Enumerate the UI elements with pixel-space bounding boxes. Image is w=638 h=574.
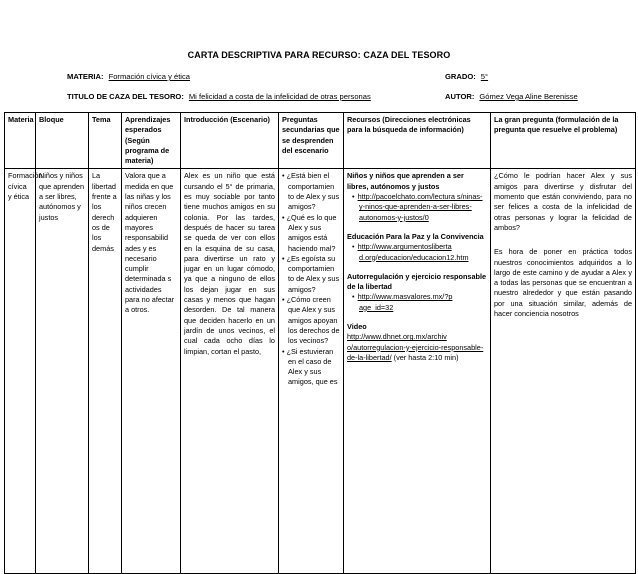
question-item: • ¿Cómo creen que Alex y sus amigos apoyan los derechos de los vecinos? bbox=[282, 295, 340, 346]
header-introduccion: Introducción (Escenario) bbox=[181, 113, 279, 169]
header-recursos: Recursos (Direcciones electrónicas para la búsqueda de información) bbox=[344, 113, 491, 169]
question-item: • ¿Está bien el comportamien to de Alex y sus amigos? bbox=[282, 171, 340, 212]
header-bloque: Bloque bbox=[36, 113, 89, 169]
resource-heading: Educación Para la Paz y la Convivencia bbox=[347, 231, 484, 241]
cell-aprendizajes: Valora que a medida en que las niñas y los niños crecen adquieren mayores responsabilid ades y es necesario cumplir determinada s actividades para no afectar a otros. bbox=[122, 169, 181, 574]
table-row bbox=[5, 169, 636, 574]
cell-materia: Formación cívica y ética bbox=[5, 169, 36, 574]
question-item: • ¿Es egoísta su comportamien to de Alex y sus amigos? bbox=[282, 254, 340, 295]
titulo-line bbox=[67, 92, 371, 101]
resource-heading: Niños y niños que aprenden a ser libres, autónomos y justos bbox=[347, 171, 464, 191]
materia-label: MATERIA: bbox=[67, 72, 104, 81]
header-materia: Materia bbox=[5, 113, 36, 169]
materia-line bbox=[67, 72, 190, 81]
big-question-followup: Es hora de poner en práctica todos nuestros conocimientos adquiridos a lo largo de este camino y de ayudar a Alex y a todas las personas que se encuentran a nuestro alrededor y que están pasando por una situación similar, además de hacer conciencia nosotros bbox=[494, 247, 632, 319]
materia-value: Formación cívica y ética bbox=[108, 72, 191, 81]
autor-label: AUTOR: bbox=[445, 92, 475, 101]
header-aprendizajes: Aprendizajes esperados (Según programa de materia) bbox=[122, 113, 181, 169]
resource-link[interactable]: http://www.dhnet.org.mx/archiv o/autorregulacion-y-ejercicio-responsable-de-la-libertad/ bbox=[347, 332, 484, 362]
resource-heading: Autorregulación y ejercicio responsable de la libertad bbox=[347, 271, 487, 292]
descriptive-table bbox=[4, 112, 636, 574]
resource-link[interactable]: http://www.masvalores.mx/?p age_id=32 bbox=[357, 292, 453, 312]
cell-bloque: Niños y niños que aprenden a ser libres, autónomos y justos bbox=[36, 169, 89, 574]
resource-heading: Video bbox=[347, 322, 367, 332]
header-preguntas: Preguntas secundarias que se desprenden del escenario bbox=[279, 113, 344, 169]
document-title: CARTA DESCRIPTIVA PARA RECURSO: CAZA DEL TESORO bbox=[187, 50, 451, 60]
autor-value: Gómez Vega Aline Berenisse bbox=[479, 92, 578, 101]
grado-value: 5° bbox=[480, 72, 489, 81]
titulo-value: Mi felicidad a costa de la infelicidad de otras personas bbox=[188, 92, 371, 101]
cell-preguntas bbox=[279, 169, 344, 574]
question-item: • ¿Qué es lo que Alex y sus amigos está haciendo mal? bbox=[282, 213, 340, 254]
big-question: ¿Cómo le podrían hacer Alex y sus amigos para divertirse y disfrutar del momento que están conviviendo, para no ser felices a costa de la infelicidad de otras personas y lograr la felicidad de ambos? bbox=[494, 171, 632, 232]
titulo-label: TITULO DE CAZA DEL TESORO: bbox=[67, 92, 184, 101]
cell-introduccion: Alex es un niño que está cursando el 5° de primaria, es muy sociable por tanto tiene muchos amigos en su colonia. Por las tardes, después de hacer su tarea se queda de ver con ellos en la esquina de su casa, para divertirse un rato y jugar en un lugar cómodo, ya que a ninguno de ellos los dejan jugar en sus casas y menos que hagan desorden. De tal manera que deciden hacerlo en un jardín de unos vecinos, el cual cada ocho días lo limpian, cortan el pasto, bbox=[181, 169, 279, 574]
table-header-row bbox=[5, 113, 636, 169]
cell-gran-pregunta bbox=[491, 169, 636, 574]
resource-note: (ver hasta 2:10 min) bbox=[393, 352, 459, 362]
cell-tema: La libertad frente a los derech os de los demás bbox=[89, 169, 122, 574]
grado-label: GRADO: bbox=[445, 72, 476, 81]
resource-link[interactable]: http://pacoelchato.com/lectura s/ninas-y-ninos-que-aprenden-a-ser-libres-autonomos-y-justos/0 bbox=[357, 192, 483, 222]
resource-link[interactable]: http://www.argumentosliberta d.org/educacion/educacion12.htm bbox=[357, 242, 469, 262]
autor-line bbox=[445, 92, 578, 101]
question-item: • ¿Si estuvieran en el caso de Alex y sus amigos, que es bbox=[282, 347, 340, 388]
cell-recursos bbox=[344, 169, 491, 574]
grado-line bbox=[445, 72, 488, 81]
header-tema: Tema bbox=[89, 113, 122, 169]
header-gran-pregunta: La gran pregunta (formulación de la pregunta que resuelve el problema) bbox=[491, 113, 636, 169]
